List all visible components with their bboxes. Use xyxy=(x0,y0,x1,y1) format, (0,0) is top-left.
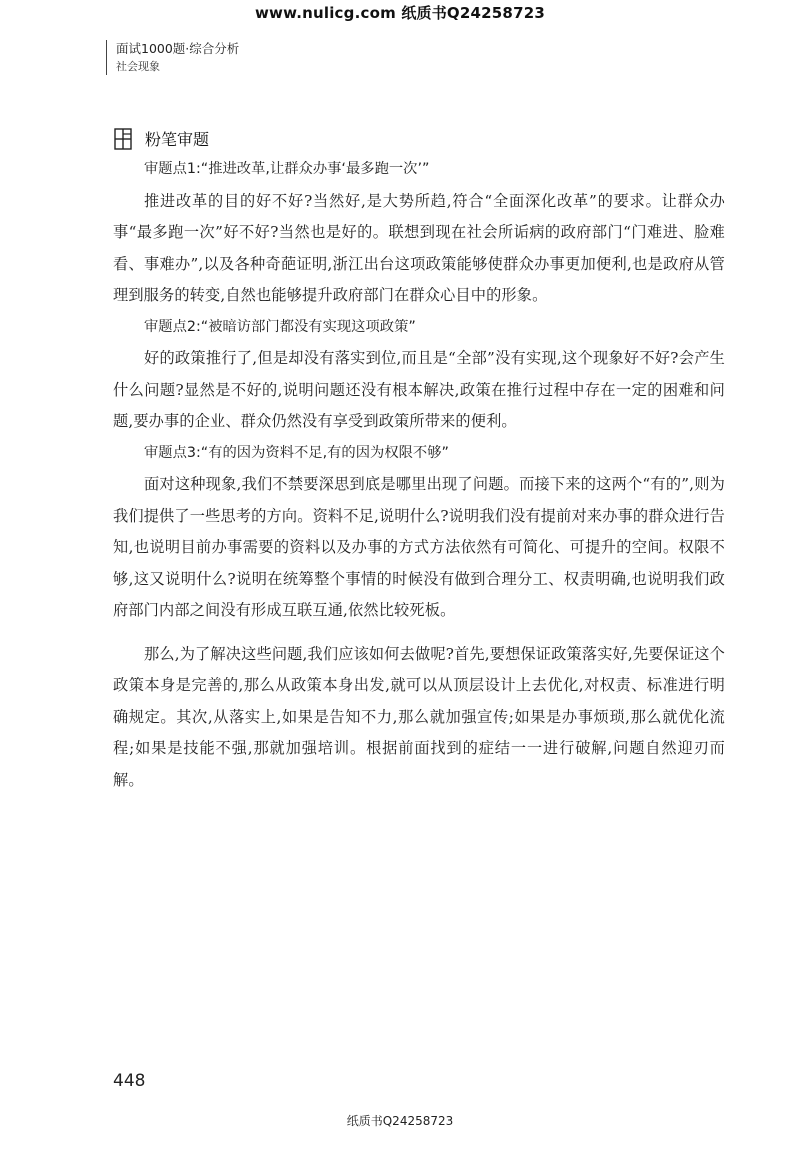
review-point-3-label: 审题点3:“有的因为资料不足,有的因为权限不够” xyxy=(144,444,449,461)
review-point-1-paragraph: 推进改革的目的好不好?当然好,是大势所趋,符合“全面深化改革”的要求。让群众办事“最多跑一次”好不好?当然也是好的。联想到现在社会所诟病的政府部门“门难进、脸难看、事难办”,以及各种奇葩证明,浙江出台这项政策能够使群众办事更加便利,也是政府从管理到服务的转变,自然也能够提升政府部门在群众心目中的形象。 xyxy=(113,191,725,304)
bottom-watermark: 纸质书Q24258723 xyxy=(346,1114,454,1128)
review-point-3-paragraph: 面对这种现象,我们不禁要深思到底是哪里出现了问题。而接下来的这两个“有的”,则为我们提供了一些思考的方向。资料不足,说明什么?说明我们没有提前对来办事的群众进行告知,也说明目前办事需要的资料以及办事的方式方法依然有可简化、可提升的空间。权限不够,这又说明什么?说明在统筹整个事情的时候没有做到合理分工、权责明确,也说明我们政府部门内部之间没有形成互联互通,依然比较死板。 xyxy=(113,475,725,619)
page-number: 448 xyxy=(113,1071,146,1091)
fenbi-logo-icon xyxy=(113,128,133,150)
section-title: 粉笔审题 xyxy=(145,130,210,149)
review-point-1-label: 审题点1:“推进改革,让群众办事‘最多跑一次’” xyxy=(144,161,430,177)
running-header xyxy=(106,40,239,75)
closing-paragraph: 那么,为了解决这些问题,我们应该如何去做呢?首先,要想保证政策落实好,先要保证这个政策本身是完善的,那么从政策本身出发,就可以从顶层设计上去优化,对权责、标准进行明确规定。其次,从落实上,如果是告知不力,那么就加强宣传;如果是办事烦琐,那么就优化流程;如果是技能不强,那就加强培训。根据前面找到的症结一一进行破解,问题自然迎刃而解。 xyxy=(113,644,725,789)
section-heading xyxy=(113,127,209,150)
analysis-content xyxy=(113,154,725,796)
top-watermark: www.nulicg.com 纸质书Q24258723 xyxy=(255,4,545,22)
review-point-2-paragraph: 好的政策推行了,但是却没有落实到位,而且是“全部”没有实现,这个现象好不好?会产生什么问题?显然是不好的,说明问题还没有根本解决,政策在推行过程中存在一定的困难和问题,要办事的企业、群众仍然没有享受到政策所带来的便利。 xyxy=(113,349,725,430)
chapter-title: 社会现象 xyxy=(116,60,160,73)
review-point-2-label: 审题点2:“被暗访部门都没有实现这项政策” xyxy=(144,318,416,335)
book-title: 面试1000题·综合分析 xyxy=(116,41,240,56)
